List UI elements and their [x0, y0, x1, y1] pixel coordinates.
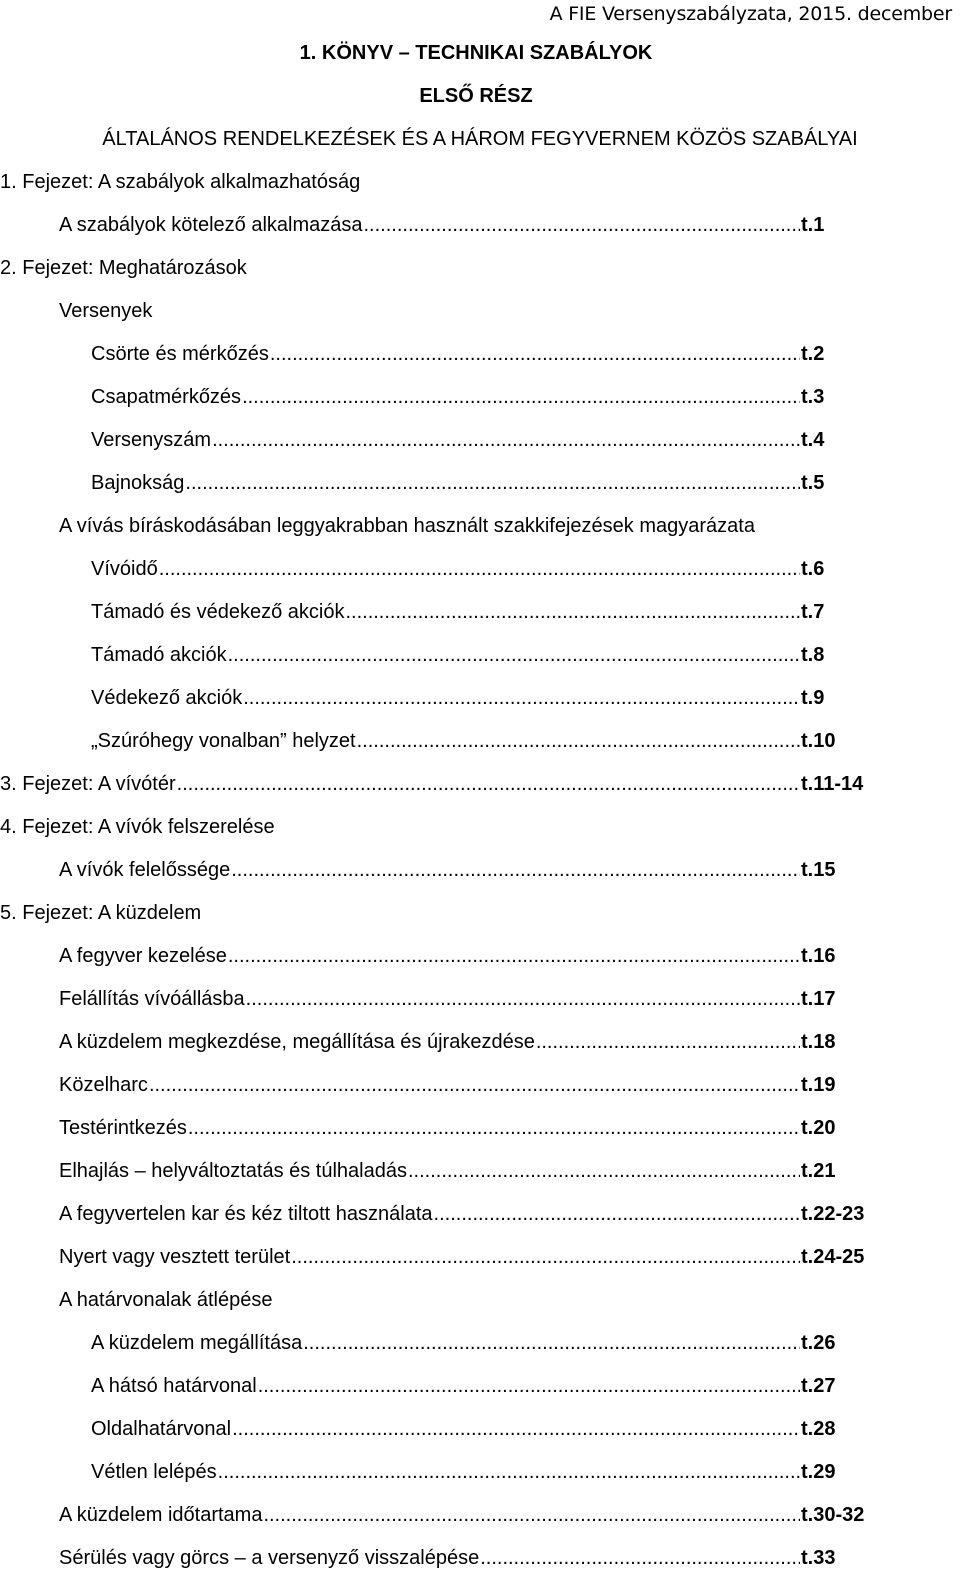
toc-chapter[interactable]: [0, 812, 960, 855]
dot-leader: [345, 597, 800, 627]
toc-entry-label: Bajnokság: [91, 472, 185, 494]
toc-entry[interactable]: [0, 1070, 960, 1113]
toc-page-ref: t.28: [801, 1418, 836, 1440]
toc-page-ref: t.24-25: [801, 1246, 865, 1268]
toc-entry[interactable]: [0, 511, 960, 554]
toc-page-ref: t.33: [801, 1547, 836, 1569]
toc-page-ref: t.30-32: [801, 1504, 865, 1526]
toc-chapter[interactable]: [0, 898, 960, 941]
toc-page-ref: t.22-23: [801, 1203, 865, 1225]
toc-page-ref: t.11-14: [801, 773, 864, 795]
toc-entry[interactable]: [0, 468, 960, 511]
toc-entry-label: Közelharc: [59, 1074, 148, 1096]
dot-leader: [177, 769, 800, 799]
toc-chapter[interactable]: [0, 253, 960, 296]
toc-entry[interactable]: [0, 597, 960, 640]
toc-page-ref: t.4: [801, 429, 825, 451]
dot-leader: [263, 1500, 800, 1530]
toc-page-ref: t.21: [801, 1160, 836, 1182]
toc-entry-label: Vívóidő: [91, 558, 158, 580]
dot-leader: [246, 984, 800, 1014]
dot-leader: [357, 726, 800, 756]
dot-leader: [536, 1027, 800, 1057]
toc-entry[interactable]: [0, 210, 960, 253]
toc-entry-label: A vívók felelőssége: [59, 859, 231, 881]
toc-entry-label: Csapatmérkőzés: [91, 386, 242, 408]
dot-leader: [408, 1156, 800, 1186]
toc-entry-label: Elhajlás – helyváltoztatás és túlhaladás: [59, 1160, 407, 1182]
part-subtitle: ÁLTALÁNOS RENDELKEZÉSEK ÉS A HÁROM FEGYVERNEM KÖZÖS SZABÁLYAI: [102, 128, 858, 150]
toc-entry[interactable]: [0, 1285, 960, 1328]
dot-leader: [212, 425, 800, 455]
toc-entry-label: A küzdelem időtartama: [59, 1504, 263, 1526]
dot-leader: [185, 468, 800, 498]
toc-page-ref: t.19: [801, 1074, 836, 1096]
dot-leader: [149, 1070, 800, 1100]
toc-page-ref: t.18: [801, 1031, 836, 1053]
book-title: 1. KÖNYV – TECHNIKAI SZABÁLYOK: [299, 42, 653, 64]
toc-entry-label: Felállítás vívóállásba: [59, 988, 245, 1010]
toc-page-ref: t.20: [801, 1117, 836, 1139]
toc-page-ref: t.7: [801, 601, 825, 623]
toc-entry-label: A határvonalak átlépése: [59, 1289, 273, 1311]
toc-entry-label: A küzdelem megállítása: [91, 1332, 303, 1354]
dot-leader: [434, 1199, 800, 1229]
toc-page-ref: t.27: [801, 1375, 836, 1397]
running-header: A FIE Versenyszabályzata, 2015. december: [549, 3, 952, 25]
dot-leader: [243, 683, 800, 713]
toc-entry-label: A vívás bíráskodásában leggyakrabban használt szakkifejezések magyarázata: [59, 515, 755, 537]
dot-leader: [228, 941, 800, 971]
toc-entry-label: Sérülés vagy görcs – a versenyző visszalépése: [59, 1547, 480, 1569]
toc-entry[interactable]: [0, 1500, 960, 1543]
toc-page-ref: t.6: [801, 558, 825, 580]
part-title: ELSŐ RÉSZ: [419, 85, 533, 107]
toc-entry-label: 3. Fejezet: A vívótér: [0, 773, 176, 795]
toc-entry-label: Vétlen lelépés: [91, 1461, 217, 1483]
toc-entry[interactable]: [0, 1027, 960, 1070]
toc-entry[interactable]: [0, 296, 960, 339]
dot-leader: [258, 1371, 800, 1401]
toc-chapter[interactable]: [0, 769, 960, 812]
toc-entry-label: A küzdelem megkezdése, megállítása és újrakezdése: [59, 1031, 535, 1053]
toc-entry[interactable]: [0, 1543, 960, 1586]
toc-chapter[interactable]: [0, 167, 960, 210]
toc-entry-label: 2. Fejezet: Meghatározások: [0, 257, 247, 279]
toc-page-ref: t.29: [801, 1461, 836, 1483]
toc-entry[interactable]: [0, 1414, 960, 1457]
dot-leader: [188, 1113, 800, 1143]
toc-page-ref: t.2: [801, 343, 825, 365]
table-of-contents: [0, 167, 960, 1586]
dot-leader: [231, 855, 800, 885]
toc-page-ref: t.26: [801, 1332, 836, 1354]
toc-entry[interactable]: [0, 1242, 960, 1285]
toc-page-ref: t.5: [801, 472, 825, 494]
toc-entry[interactable]: [0, 855, 960, 898]
toc-entry-label: 5. Fejezet: A küzdelem: [0, 902, 202, 924]
dot-leader: [303, 1328, 800, 1358]
toc-page-ref: t.15: [801, 859, 836, 881]
toc-entry-label: A fegyver kezelése: [59, 945, 227, 967]
toc-entry[interactable]: [0, 382, 960, 425]
toc-entry-label: Oldalhatárvonal: [91, 1418, 232, 1440]
toc-entry[interactable]: [0, 554, 960, 597]
toc-entry[interactable]: [0, 1328, 960, 1371]
toc-entry-label: A szabályok kötelező alkalmazása: [59, 214, 363, 236]
toc-page-ref: t.3: [801, 386, 825, 408]
toc-entry-label: Versenyszám: [91, 429, 212, 451]
toc-entry-label: Védekező akciók: [91, 687, 243, 709]
toc-entry[interactable]: [0, 683, 960, 726]
dot-leader: [228, 640, 800, 670]
dot-leader: [232, 1414, 800, 1444]
toc-entry-label: Csörte és mérkőzés: [91, 343, 269, 365]
dot-leader: [242, 382, 800, 412]
toc-entry[interactable]: [0, 1199, 960, 1242]
toc-page-ref: t.9: [801, 687, 825, 709]
toc-entry[interactable]: [0, 984, 960, 1027]
toc-entry-label: Támadó akciók: [91, 644, 227, 666]
toc-entry-label: „Szúróhegy vonalban” helyzet: [91, 730, 356, 752]
toc-entry[interactable]: [0, 726, 960, 769]
toc-page-ref: t.10: [801, 730, 836, 752]
toc-entry[interactable]: [0, 1113, 960, 1156]
toc-entry-label: Versenyek: [59, 300, 153, 322]
toc-entry[interactable]: [0, 640, 960, 683]
toc-entry[interactable]: [0, 1156, 960, 1199]
toc-entry-label: Nyert vagy vesztett terület: [59, 1246, 291, 1268]
dot-leader: [480, 1543, 800, 1573]
toc-entry[interactable]: [0, 941, 960, 984]
toc-entry[interactable]: [0, 339, 960, 382]
toc-entry-label: 4. Fejezet: A vívók felszerelése: [0, 816, 275, 838]
toc-page-ref: t.8: [801, 644, 825, 666]
toc-entry-label: Testérintkezés: [59, 1117, 187, 1139]
toc-entry-label: Támadó és védekező akciók: [91, 601, 345, 623]
toc-page-ref: t.1: [801, 214, 825, 236]
dot-leader: [218, 1457, 800, 1487]
dot-leader: [291, 1242, 800, 1272]
dot-leader: [159, 554, 800, 584]
toc-entry[interactable]: [0, 1371, 960, 1414]
toc-entry[interactable]: [0, 425, 960, 468]
toc-page-ref: t.16: [801, 945, 836, 967]
dot-leader: [270, 339, 800, 369]
dot-leader: [364, 210, 801, 240]
toc-entry-label: A fegyvertelen kar és kéz tiltott használata: [59, 1203, 433, 1225]
toc-page-ref: t.17: [801, 988, 836, 1010]
toc-entry-label: A hátsó határvonal: [91, 1375, 257, 1397]
toc-entry-label: 1. Fejezet: A szabályok alkalmazhatóság: [0, 171, 361, 193]
toc-entry[interactable]: [0, 1457, 960, 1500]
